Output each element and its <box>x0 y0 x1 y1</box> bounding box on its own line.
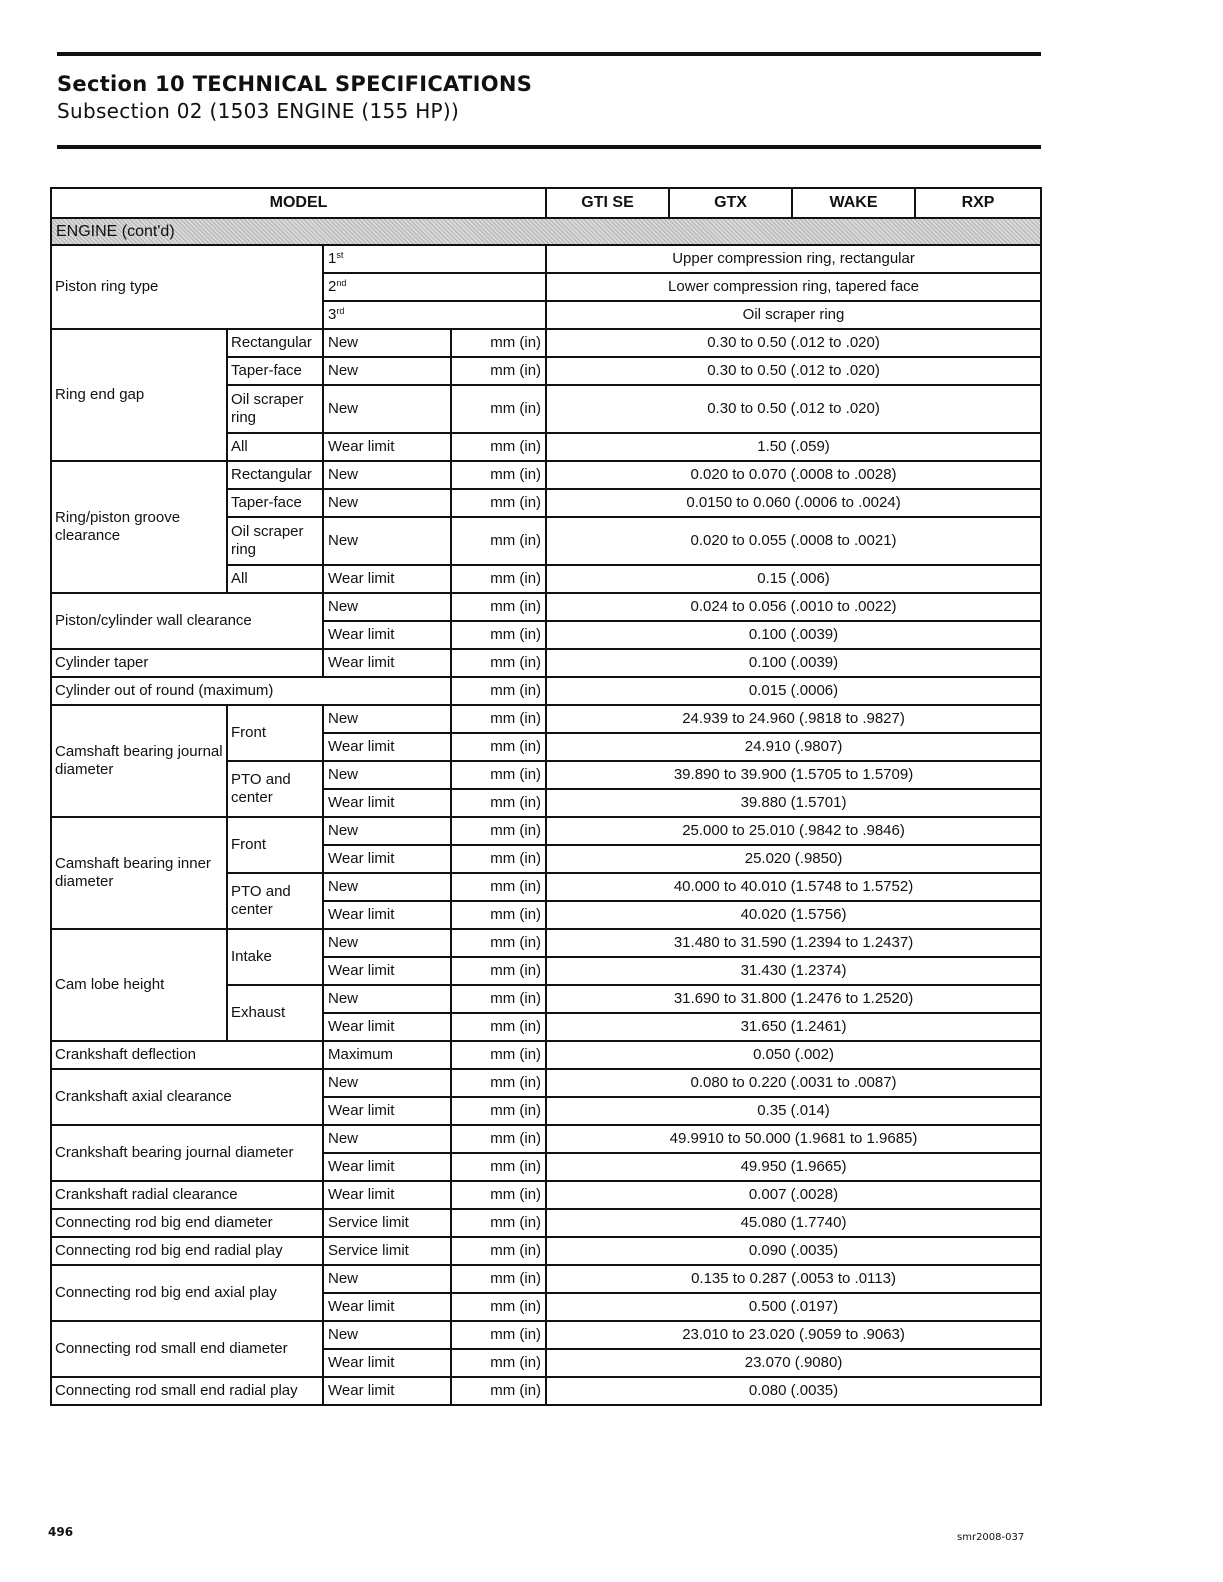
spec-value: 0.015 (.0006) <box>546 677 1041 705</box>
condition: Wear limit <box>323 649 451 677</box>
spec-value: 45.080 (1.7740) <box>546 1209 1041 1237</box>
unit: mm (in) <box>451 461 546 489</box>
unit: mm (in) <box>451 1293 546 1321</box>
condition: Wear limit <box>323 901 451 929</box>
spec-value: 25.020 (.9850) <box>546 845 1041 873</box>
spec-value: 31.650 (1.2461) <box>546 1013 1041 1041</box>
table-row <box>51 1041 1041 1069</box>
page-number: 496 <box>48 1525 74 1539</box>
ring-type: Taper-face <box>227 489 323 517</box>
spec-value: 0.30 to 0.50 (.012 to .020) <box>546 357 1041 385</box>
condition: New <box>323 1265 451 1293</box>
condition: New <box>323 1321 451 1349</box>
unit: mm (in) <box>451 385 546 433</box>
model-column-header: GTX <box>669 188 792 218</box>
spec-value: 0.30 to 0.50 (.012 to .020) <box>546 385 1041 433</box>
table-row <box>51 1181 1041 1209</box>
unit: mm (in) <box>451 1377 546 1405</box>
condition: Wear limit <box>323 621 451 649</box>
condition: New <box>323 1069 451 1097</box>
top-rule <box>57 52 1041 56</box>
condition: Service limit <box>323 1237 451 1265</box>
ring-type: Oil scraper ring <box>227 517 323 565</box>
spec-value: 1.50 (.059) <box>546 433 1041 461</box>
spec-table <box>50 187 1042 1406</box>
spec-value: 49.9910 to 50.000 (1.9681 to 1.9685) <box>546 1125 1041 1153</box>
condition: New <box>323 489 451 517</box>
spec-label: Connecting rod big end axial play <box>51 1265 323 1321</box>
spec-label: Crankshaft axial clearance <box>51 1069 323 1125</box>
spec-value: 40.020 (1.5756) <box>546 901 1041 929</box>
group-row <box>51 218 1041 245</box>
subsection-title: Subsection 02 (1503 ENGINE (155 HP)) <box>57 99 460 123</box>
spec-value: 40.000 to 40.010 (1.5748 to 1.5752) <box>546 873 1041 901</box>
spec-label: Connecting rod small end diameter <box>51 1321 323 1377</box>
condition: New <box>323 705 451 733</box>
condition: Wear limit <box>323 1293 451 1321</box>
spec-label: Crankshaft deflection <box>51 1041 323 1069</box>
spec-label: Cylinder taper <box>51 649 323 677</box>
condition: New <box>323 929 451 957</box>
condition: Wear limit <box>323 565 451 593</box>
table-row <box>51 461 1041 489</box>
sub-label: PTO and center <box>227 761 323 817</box>
condition: New <box>323 1125 451 1153</box>
unit: mm (in) <box>451 1097 546 1125</box>
table-row <box>51 593 1041 621</box>
spec-label: Piston ring type <box>51 245 323 329</box>
spec-value: 31.690 to 31.800 (1.2476 to 1.2520) <box>546 985 1041 1013</box>
sub-label: Exhaust <box>227 985 323 1041</box>
spec-value: 24.939 to 24.960 (.9818 to .9827) <box>546 705 1041 733</box>
unit: mm (in) <box>451 677 546 705</box>
table-row <box>51 1069 1041 1097</box>
unit: mm (in) <box>451 1069 546 1097</box>
spec-value: 0.020 to 0.070 (.0008 to .0028) <box>546 461 1041 489</box>
spec-value: Lower compression ring, tapered face <box>546 273 1041 301</box>
unit: mm (in) <box>451 433 546 461</box>
spec-value: 0.0150 to 0.060 (.0006 to .0024) <box>546 489 1041 517</box>
condition: Wear limit <box>323 1377 451 1405</box>
condition: Wear limit <box>323 789 451 817</box>
sub-label: Intake <box>227 929 323 985</box>
unit: mm (in) <box>451 1181 546 1209</box>
spec-label: Connecting rod big end radial play <box>51 1237 323 1265</box>
unit: mm (in) <box>451 1237 546 1265</box>
spec-label: Camshaft bearing journal diameter <box>51 705 227 817</box>
unit: mm (in) <box>451 329 546 357</box>
condition: Wear limit <box>323 1097 451 1125</box>
sub-label: PTO and center <box>227 873 323 929</box>
spec-value: 39.890 to 39.900 (1.5705 to 1.5709) <box>546 761 1041 789</box>
unit: mm (in) <box>451 1153 546 1181</box>
condition: Wear limit <box>323 733 451 761</box>
spec-value: 23.010 to 23.020 (.9059 to .9063) <box>546 1321 1041 1349</box>
table-row <box>51 1265 1041 1293</box>
unit: mm (in) <box>451 873 546 901</box>
unit: mm (in) <box>451 489 546 517</box>
model-column-header: WAKE <box>792 188 915 218</box>
condition: Wear limit <box>323 1153 451 1181</box>
spec-value: 0.080 to 0.220 (.0031 to .0087) <box>546 1069 1041 1097</box>
condition: New <box>323 761 451 789</box>
spec-value: 31.480 to 31.590 (1.2394 to 1.2437) <box>546 929 1041 957</box>
table-row <box>51 1377 1041 1405</box>
spec-value: 0.100 (.0039) <box>546 621 1041 649</box>
spec-value: 31.430 (1.2374) <box>546 957 1041 985</box>
table-row <box>51 817 1041 845</box>
condition: Service limit <box>323 1209 451 1237</box>
condition: New <box>323 461 451 489</box>
ring-type: Oil scraper ring <box>227 385 323 433</box>
spec-value: 0.30 to 0.50 (.012 to .020) <box>546 329 1041 357</box>
unit: mm (in) <box>451 957 546 985</box>
unit: mm (in) <box>451 705 546 733</box>
spec-value: 0.020 to 0.055 (.0008 to .0021) <box>546 517 1041 565</box>
ring-type: Rectangular <box>227 329 323 357</box>
ring-type: Rectangular <box>227 461 323 489</box>
document-code: smr2008-037 <box>957 1532 1025 1543</box>
spec-label: Cylinder out of round (maximum) <box>51 677 451 705</box>
bottom-rule <box>57 145 1041 149</box>
spec-value: 0.090 (.0035) <box>546 1237 1041 1265</box>
table-header-row <box>51 188 1041 218</box>
unit: mm (in) <box>451 1125 546 1153</box>
spec-value: 0.135 to 0.287 (.0053 to .0113) <box>546 1265 1041 1293</box>
spec-value: 0.080 (.0035) <box>546 1377 1041 1405</box>
unit: mm (in) <box>451 593 546 621</box>
model-column-header: GTI SE <box>546 188 669 218</box>
ring-type: All <box>227 433 323 461</box>
condition: Wear limit <box>323 1349 451 1377</box>
unit: mm (in) <box>451 1349 546 1377</box>
table-row <box>51 705 1041 733</box>
spec-value: 24.910 (.9807) <box>546 733 1041 761</box>
spec-value: 49.950 (1.9665) <box>546 1153 1041 1181</box>
unit: mm (in) <box>451 649 546 677</box>
table-row <box>51 1321 1041 1349</box>
unit: mm (in) <box>451 1265 546 1293</box>
ring-ordinal: 1st <box>323 245 546 273</box>
ring-ordinal: 3rd <box>323 301 546 329</box>
spec-value: 0.35 (.014) <box>546 1097 1041 1125</box>
condition: New <box>323 357 451 385</box>
table-row <box>51 1237 1041 1265</box>
condition: New <box>323 873 451 901</box>
unit: mm (in) <box>451 929 546 957</box>
spec-value: Oil scraper ring <box>546 301 1041 329</box>
spec-label: Crankshaft bearing journal diameter <box>51 1125 323 1181</box>
group-label: ENGINE (cont'd) <box>51 218 1041 245</box>
condition: Wear limit <box>323 1013 451 1041</box>
table-row <box>51 649 1041 677</box>
sub-label: Front <box>227 817 323 873</box>
condition: Maximum <box>323 1041 451 1069</box>
spec-label: Camshaft bearing inner diameter <box>51 817 227 929</box>
condition: New <box>323 985 451 1013</box>
condition: New <box>323 329 451 357</box>
spec-label: Piston/cylinder wall clearance <box>51 593 323 649</box>
model-header: MODEL <box>51 188 546 218</box>
spec-label: Cam lobe height <box>51 929 227 1041</box>
unit: mm (in) <box>451 1321 546 1349</box>
condition: Wear limit <box>323 957 451 985</box>
ring-ordinal: 2nd <box>323 273 546 301</box>
spec-value: 0.007 (.0028) <box>546 1181 1041 1209</box>
unit: mm (in) <box>451 517 546 565</box>
spec-label: Connecting rod small end radial play <box>51 1377 323 1405</box>
condition: New <box>323 517 451 565</box>
table-row <box>51 929 1041 957</box>
unit: mm (in) <box>451 1041 546 1069</box>
condition: Wear limit <box>323 433 451 461</box>
spec-value: 0.15 (.006) <box>546 565 1041 593</box>
table-row <box>51 245 1041 273</box>
unit: mm (in) <box>451 357 546 385</box>
spec-label: Ring/piston groove clearance <box>51 461 227 593</box>
section-title: Section 10 TECHNICAL SPECIFICATIONS <box>57 72 533 96</box>
spec-value: 25.000 to 25.010 (.9842 to .9846) <box>546 817 1041 845</box>
table-row <box>51 1125 1041 1153</box>
spec-value: 0.024 to 0.056 (.0010 to .0022) <box>546 593 1041 621</box>
unit: mm (in) <box>451 565 546 593</box>
spec-value: 39.880 (1.5701) <box>546 789 1041 817</box>
sub-label: Front <box>227 705 323 761</box>
condition: New <box>323 593 451 621</box>
table-row <box>51 329 1041 357</box>
table-row <box>51 677 1041 705</box>
ring-type: Taper-face <box>227 357 323 385</box>
unit: mm (in) <box>451 985 546 1013</box>
condition: Wear limit <box>323 1181 451 1209</box>
spec-value: 0.050 (.002) <box>546 1041 1041 1069</box>
unit: mm (in) <box>451 761 546 789</box>
unit: mm (in) <box>451 789 546 817</box>
unit: mm (in) <box>451 845 546 873</box>
condition: New <box>323 817 451 845</box>
unit: mm (in) <box>451 621 546 649</box>
table-row <box>51 1209 1041 1237</box>
spec-value: 23.070 (.9080) <box>546 1349 1041 1377</box>
unit: mm (in) <box>451 733 546 761</box>
model-column-header: RXP <box>915 188 1041 218</box>
condition: Wear limit <box>323 845 451 873</box>
condition: New <box>323 385 451 433</box>
spec-value: 0.100 (.0039) <box>546 649 1041 677</box>
spec-value: 0.500 (.0197) <box>546 1293 1041 1321</box>
spec-value: Upper compression ring, rectangular <box>546 245 1041 273</box>
spec-label: Crankshaft radial clearance <box>51 1181 323 1209</box>
unit: mm (in) <box>451 817 546 845</box>
unit: mm (in) <box>451 1013 546 1041</box>
unit: mm (in) <box>451 1209 546 1237</box>
ring-type: All <box>227 565 323 593</box>
unit: mm (in) <box>451 901 546 929</box>
spec-label: Connecting rod big end diameter <box>51 1209 323 1237</box>
spec-label: Ring end gap <box>51 329 227 461</box>
